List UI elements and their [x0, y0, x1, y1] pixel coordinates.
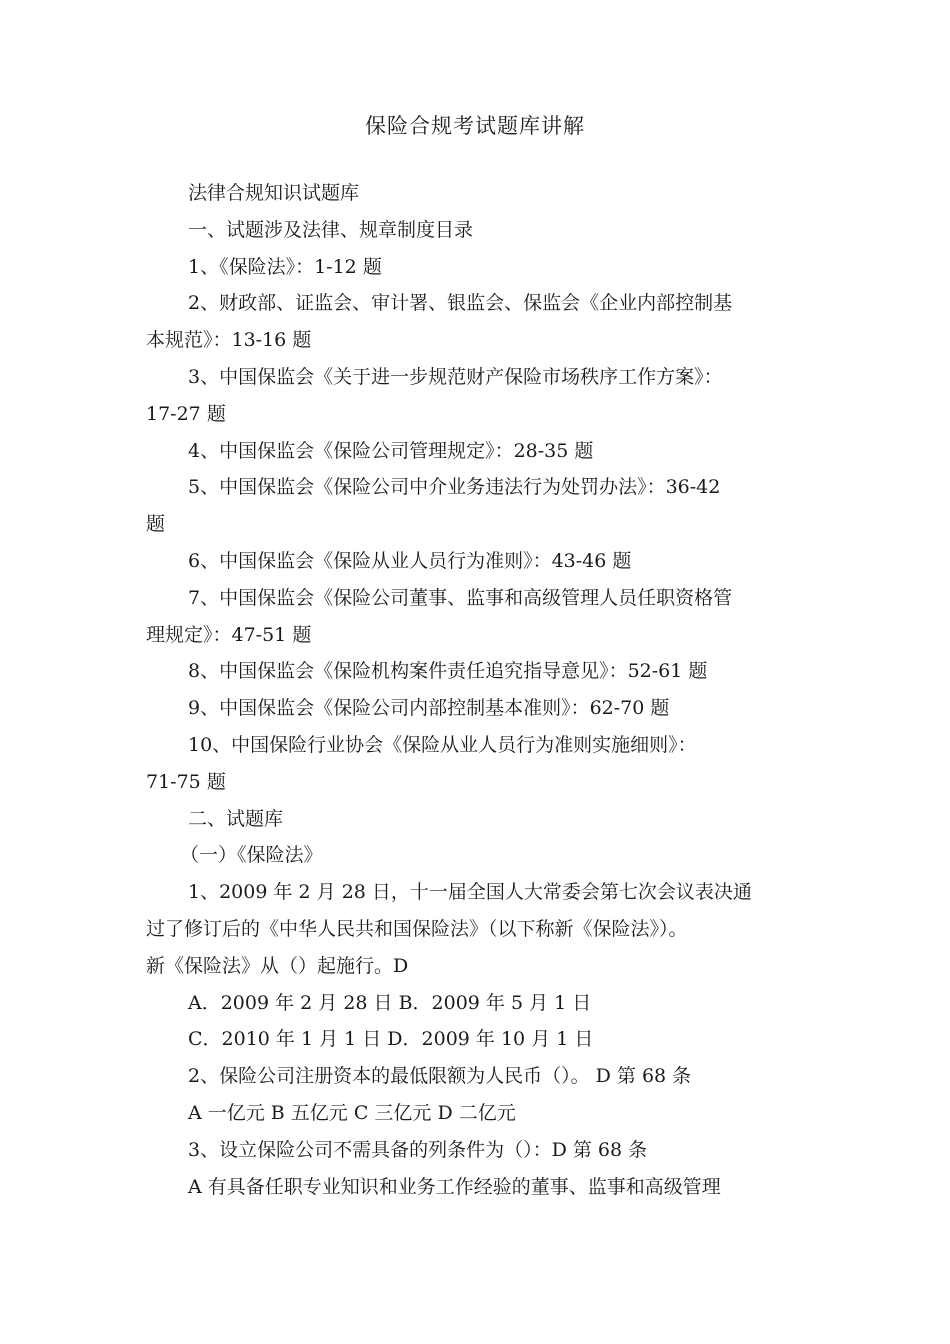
text-line: 17-27 题 [146, 402, 226, 425]
document-body [146, 175, 816, 1205]
text-line: 1、2009 年 2 月 28 日，十一届全国人大常委会第七次会议表决通 [188, 881, 752, 904]
text-line: 二、试题库 [188, 807, 284, 830]
text-line: 法律合规知识试题库 [188, 182, 360, 204]
text-line: 4、中国保监会《保险公司管理规定》：28-35 题 [188, 439, 594, 462]
text-line: 3、中国保监会《关于进一步规范财产保险市场秩序工作方案》： [188, 365, 723, 388]
text-line: 10、中国保险行业协会《保险从业人员行为准则实施细则》： [188, 733, 697, 756]
text-line: 5、中国保监会《保险公司中介业务违法行为处罚办法》：36-42 [188, 476, 721, 499]
text-line: 71-75 题 [146, 770, 226, 793]
text-line: （一）《保险法》 [180, 844, 323, 867]
text-line: A．2009 年 2 月 28 日 B．2009 年 5 月 1 日 [188, 991, 592, 1014]
text-line: A 一亿元 B 五亿元 C 三亿元 D 二亿元 [188, 1101, 516, 1124]
text-line: 6、中国保监会《保险从业人员行为准则》：43-46 题 [188, 549, 632, 572]
text-line: 9、中国保监会《保险公司内部控制基本准则》：62-70 题 [188, 697, 670, 720]
text-line: A 有具备任职专业知识和业务工作经验的董事、监事和高级管理 [188, 1175, 721, 1198]
document-title: 保险合规考试题库讲解 [365, 114, 585, 138]
text-line: 题 [146, 513, 166, 536]
text-line: 2、保险公司注册资本的最低限额为人民币（）。 D 第 68 条 [188, 1065, 692, 1088]
text-line: 本规范》：13-16 题 [146, 329, 312, 352]
text-line: 理规定》：47-51 题 [146, 623, 312, 646]
text-line: 2、财政部、证监会、审计署、银监会、保监会《企业内部控制基 [188, 292, 733, 315]
text-line: 1、《保险法》：1-12 题 [188, 255, 382, 278]
text-line: 3、设立保险公司不需具备的列条件为（）：D 第 68 条 [188, 1138, 648, 1161]
text-line: 8、中国保监会《保险机构案件责任追究指导意见》：52-61 题 [188, 660, 708, 683]
text-line: C．2010 年 1 月 1 日 D．2009 年 10 月 1 日 [188, 1028, 594, 1051]
text-line: 过了修订后的《中华人民共和国保险法》（以下称新《保险法》）。 [146, 917, 688, 940]
text-line: 一、试题涉及法律、规章制度目录 [188, 218, 474, 241]
text-line: 新《保险法》从（）起施行。D [146, 954, 409, 977]
text-line: 7、中国保监会《保险公司董事、监事和高级管理人员任职资格管 [188, 586, 733, 609]
